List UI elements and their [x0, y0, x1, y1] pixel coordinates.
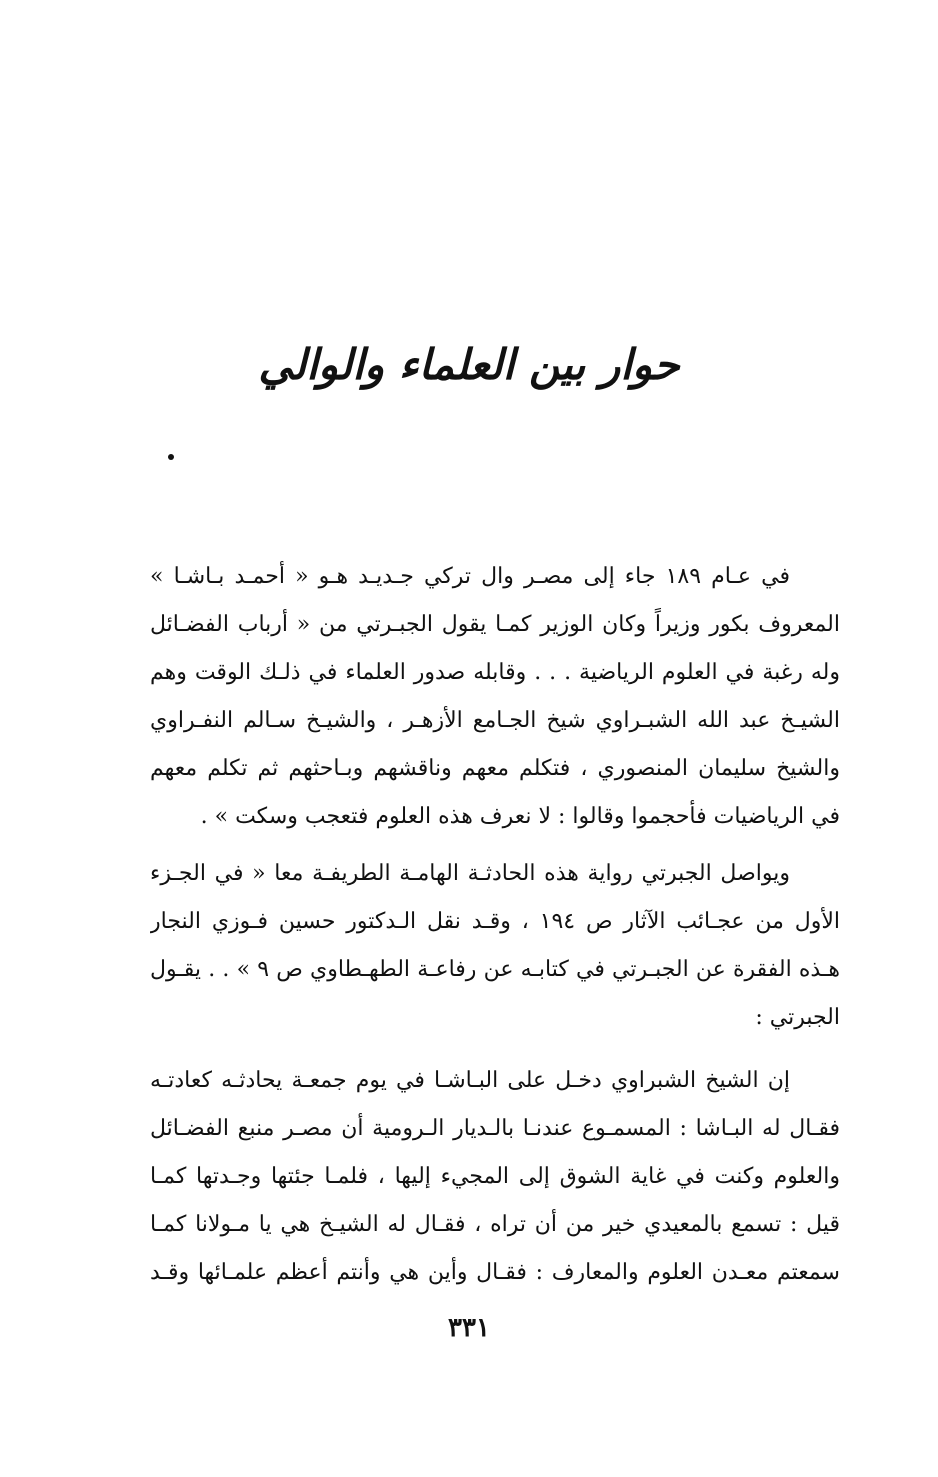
paragraph-line: سمعتم معـدن العلوم والمعارف : فقـال وأين هي وأنتم أعظم علمـائها وقـد: [150, 1260, 840, 1285]
paragraph-line: والشيخ سليمان المنصوري ، فتكلم معهم وناقشهم وبـاحثهم ثم تكلم معهم: [150, 756, 840, 781]
paragraph-line: إن الشيخ الشبراوي دخـل على البـاشـا في يوم جمعـة يحادثـه كعادتـه: [150, 1068, 790, 1093]
paragraph-line: في الرياضيات فأحجموا وقالوا : لا نعرف هذه العلوم فتعجب وسكت » .: [200, 804, 840, 829]
paragraph-line: فقـال له البـاشا : المسمـوع عندنـا بالـديار الـرومية أن مصـر منبع الفضـائل: [150, 1116, 840, 1141]
paragraph-line: قيل : تسمع بالمعيدي خير من أن تراه ، فقـال له الشيـخ هي يا مـولانا كمـا: [150, 1212, 840, 1237]
paragraph-line: في عـام ١٨٩ جاء إلى مصـر وال تركي جـديـد هـو « أحمـد بـاشـا »: [150, 564, 790, 589]
paragraph-line: الشيـخ عبد الله الشبـراوي شيخ الجـامع الأزهـر ، والشيـخ سـالم النفـراوي: [150, 708, 840, 733]
paragraph-line: المعروف بكور وزيراً وكان الوزير كمـا يقول الجبـرتي من « أرباب الفضـائل: [150, 612, 840, 637]
paragraph-line: والعلوم وكنت في غاية الشوق إلى المجيء إليها ، فلمـا جئتها وجـدتها كمـا: [150, 1164, 840, 1189]
paragraph-line: هـذه الفقرة عن الجبـرتي في كتابـه عن رفاعـة الطهـطاوي ص ٩ » . . يقـول: [150, 957, 840, 982]
paragraph-line: الجبرتي :: [755, 1005, 840, 1030]
paragraph-1: [150, 553, 840, 841]
paragraph-line: وله رغبة في العلوم الرياضية . . . وقابله صدور العلماء في ذلـك الوقت وهم: [150, 660, 840, 685]
ink-dot: [168, 454, 174, 460]
page-number: ٣٣١: [448, 1313, 490, 1343]
paragraph-line: ويواصل الجبرتي رواية هذه الحادثـة الهامـة الطريفـة معا « في الجـزء: [150, 861, 790, 886]
paragraph-3: [150, 1057, 840, 1297]
paragraph-2: [150, 850, 840, 1042]
paragraph-line: الأول من عجـائب الآثار ص ١٩٤ ، وقـد نقل الـدكتور حسين فـوزي النجار: [150, 909, 840, 934]
chapter-title: حوار بين العلماء والوالي: [258, 340, 680, 389]
